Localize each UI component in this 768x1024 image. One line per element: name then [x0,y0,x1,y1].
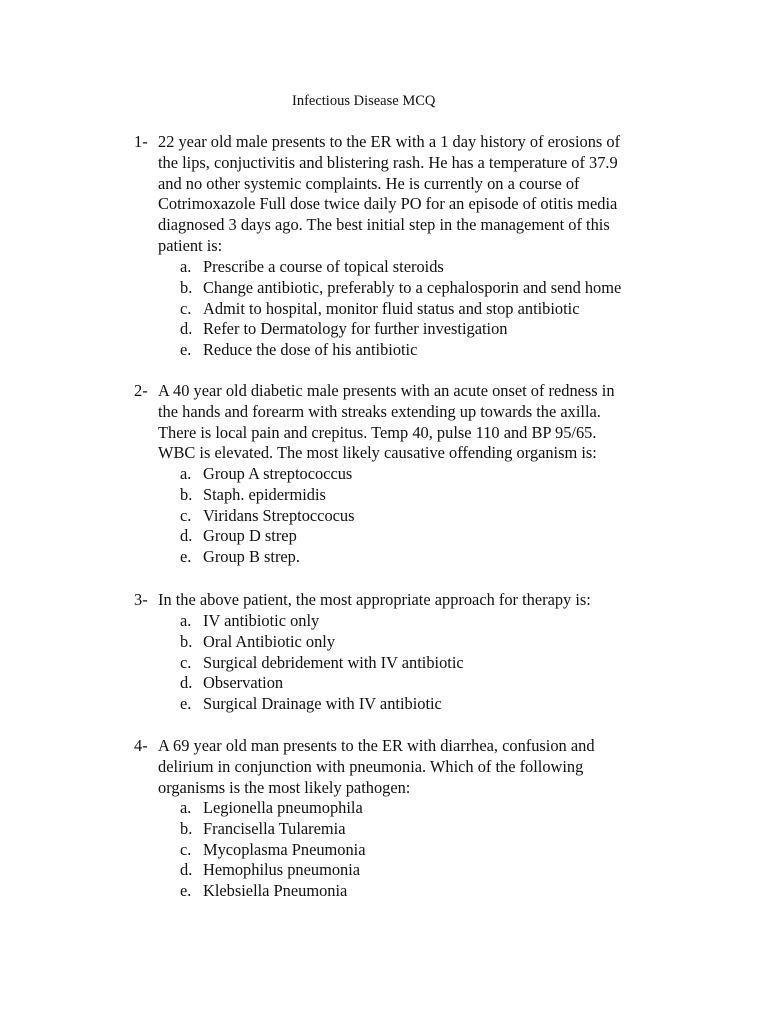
answer-option [180,694,680,715]
stem-line: A 69 year old man presents to the ER with diarrhea, confusion and [158,736,595,755]
answer-option [180,653,680,674]
question-stem [158,590,658,611]
question-number: 2- [134,381,148,400]
option-letter: c. [180,298,192,318]
answer-options [180,798,680,902]
answer-option [180,319,680,340]
option-letter: b. [180,277,193,297]
option-text: Admit to hospital, monitor fluid status and stop antibiotic [203,298,580,318]
option-text: Staph. epidermidis [203,484,326,504]
option-text: Oral Antibiotic only [203,631,336,651]
question-stem [158,132,658,257]
option-letter: e. [180,340,192,360]
option-letter: a. [180,257,192,276]
answer-option [180,485,680,506]
option-text: Hemophilus pneumonia [203,860,361,880]
option-text: IV antibiotic only [203,611,320,630]
answer-option [180,673,680,694]
stem-line: and no other systemic complaints. He is currently on a course of [158,173,580,193]
question-number: 1- [134,132,148,151]
question-number: 4- [134,736,148,755]
option-text: Refer to Dermatology for further investigation [203,319,508,339]
stem-line: delirium in conjunction with pneumonia. Which of the following [158,756,584,776]
stem-line: A 40 year old diabetic male presents with an acute onset of redness in [158,381,615,400]
option-letter: a. [180,611,192,630]
answer-option [180,299,680,320]
answer-option [180,464,680,485]
option-letter: b. [180,818,193,838]
option-letter: e. [180,547,192,567]
answer-option [180,798,680,819]
stem-line: There is local pain and crepitus. Temp 40, pulse 110 and BP 95/65. [158,422,597,442]
option-text: Observation [203,673,284,693]
answer-option [180,257,680,278]
option-letter: c. [180,839,192,859]
stem-line: 22 year old male presents to the ER with a 1 day history of erosions of [158,132,621,151]
answer-option [180,611,680,632]
option-letter: d. [180,673,193,693]
answer-option [180,547,680,568]
question-stem [158,736,658,798]
option-text: Mycoplasma Pneumonia [203,839,366,859]
option-letter: d. [180,526,193,546]
answer-options [180,257,680,361]
question-stem [158,381,658,464]
option-letter: e. [180,881,192,901]
option-text: Prescribe a course of topical steroids [203,257,444,276]
option-letter: d. [180,860,193,880]
document-title: Infectious Disease MCQ [292,93,436,109]
option-letter: c. [180,652,192,672]
stem-line: In the above patient, the most appropriate approach for therapy is: [158,590,591,609]
answer-option [180,860,680,881]
answer-option [180,881,680,902]
answer-options [180,611,680,715]
option-text: Surgical debridement with IV antibiotic [203,652,464,672]
option-text: Legionella pneumophila [203,798,363,817]
option-letter: e. [180,694,192,714]
answer-option [180,506,680,527]
stem-line: diagnosed 3 days ago. The best initial step in the management of this [158,215,610,235]
stem-line: patient is: [158,235,223,255]
option-text: Reduce the dose of his antibiotic [203,340,418,360]
stem-line: WBC is elevated. The most likely causative offending organism is: [158,443,597,463]
answer-option [180,632,680,653]
stem-line: Cotrimoxazole Full dose twice daily PO for an episode of otitis media [158,194,618,214]
option-letter: b. [180,631,193,651]
stem-line: the lips, conjuctivitis and blistering rash. He has a temperature of 37.9 [158,152,618,172]
option-letter: a. [180,464,192,483]
stem-line: organisms is the most likely pathogen: [158,777,411,797]
question-number: 3- [134,590,148,609]
option-letter: b. [180,484,193,504]
option-text: Viridans Streptoccocus [203,505,355,525]
answer-option [180,278,680,299]
option-text: Group B strep. [203,547,300,567]
stem-line: the hands and forearm with streaks extending up towards the axilla. [158,401,601,421]
option-text: Group D strep [203,526,297,546]
answer-option [180,840,680,861]
answer-option [180,340,680,361]
answer-option [180,526,680,547]
option-letter: d. [180,319,193,339]
option-text: Surgical Drainage with IV antibiotic [203,694,442,714]
option-letter: c. [180,505,192,525]
option-text: Francisella Tularemia [203,818,346,838]
option-text: Group A streptococcus [203,464,353,483]
option-letter: a. [180,798,192,817]
answer-options [180,464,680,568]
option-text: Change antibiotic, preferably to a cephalosporin and send home [203,277,622,297]
answer-option [180,819,680,840]
option-text: Klebsiella Pneumonia [203,881,348,901]
